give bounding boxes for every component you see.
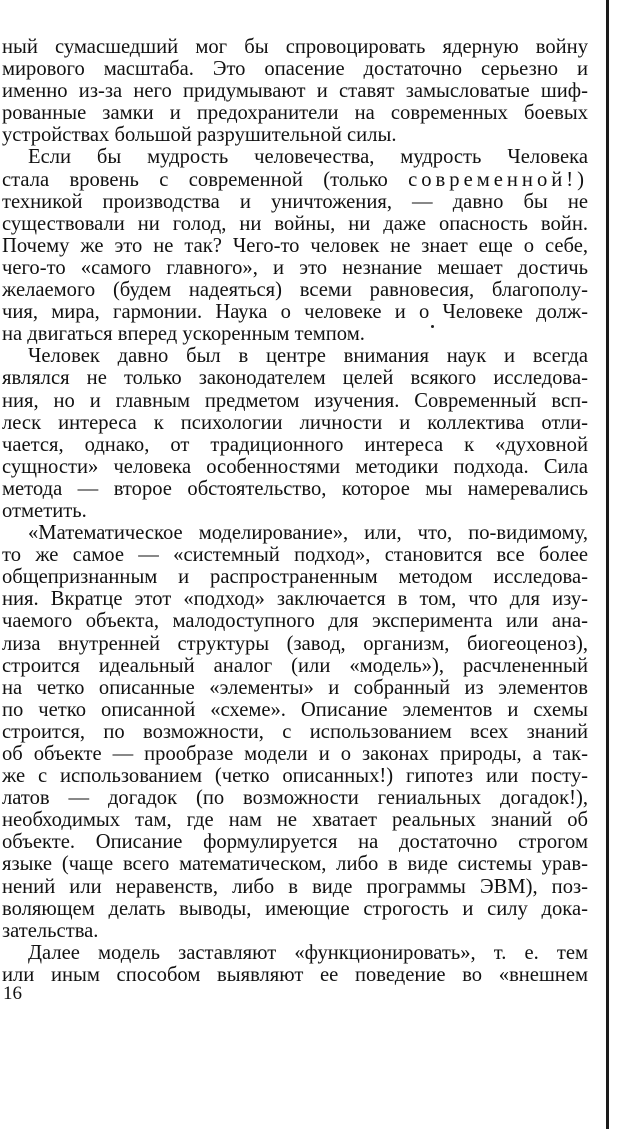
text-line: зательства. bbox=[2, 919, 99, 942]
text-line: языке (чаще всего математическом, либо в виде системы урав- bbox=[2, 853, 588, 876]
text-line: Человек давно был в центре внимания наук и всегда bbox=[28, 345, 588, 368]
text-fragment: стала вровень с современной (только bbox=[2, 168, 388, 191]
text-line: рованные замки и предохранители на современных боевых bbox=[2, 102, 588, 125]
text-line: чего-то «самого главного», и это незнание мешает достичь bbox=[2, 256, 588, 279]
text-line: «Математическое моделирование», или, что, по-видимому, bbox=[28, 522, 588, 545]
text-line: леск интереса к психологии личности и коллектива отли- bbox=[2, 411, 588, 434]
text-line: об объекте — прообразе модели и о законах природы, а так- bbox=[2, 743, 588, 765]
text-line: по четко описанной «схеме». Описание элементов и схемы bbox=[2, 698, 588, 721]
text-line: лиза внутренней структуры (завод, организм, биогеоценоз), bbox=[2, 632, 588, 655]
text-line: общепризнанным и распространенным методом исследова- bbox=[2, 566, 588, 589]
body-text bbox=[2, 36, 588, 986]
text-line: объекте. Описание формулируется на достаточно строгом bbox=[2, 831, 588, 854]
text-line bbox=[2, 169, 588, 191]
text-line: ния. Вкратце этот «подход» заключается в том, что для изу- bbox=[2, 588, 588, 611]
text-line: отметить. bbox=[2, 499, 87, 522]
print-speck bbox=[431, 325, 434, 328]
text-line bbox=[2, 323, 588, 345]
text-line: строится идеальный аналог (или «модель»), расчлененный bbox=[2, 654, 588, 677]
text-line: латов — догадок (по возможности гениальных догадок!), bbox=[2, 787, 588, 810]
text-fragment: на двигаться вперед ускоренным темпом. bbox=[2, 323, 365, 346]
text-line: ния, но и главным предметом изучения. Современный всп- bbox=[2, 389, 588, 412]
text-line: то же самое — «системный подход», становится все более bbox=[2, 544, 588, 567]
page-number: 16 bbox=[3, 983, 22, 1004]
text-line: ный сумасшедший мог бы спровоцировать ядерную войну bbox=[2, 36, 588, 58]
text-line: необходимых там, где нам не хватает реальных знаний об bbox=[2, 809, 588, 832]
text-line: или иным способом выявляют ее поведение во «внешнем bbox=[2, 963, 588, 986]
text-line: техникой производства и уничтожения, — давно бы не bbox=[2, 190, 588, 213]
text-line: чия, мира, гармонии. Наука о человеке и о Человеке долж- bbox=[2, 301, 588, 324]
text-line: Далее модель заставляют «функционировать», т. е. тем bbox=[28, 941, 588, 964]
text-line: строится, по возможности, с использованием всех знаний bbox=[2, 720, 588, 743]
text-line: Почему же это не так? Чего-то человек не знает еще о себе, bbox=[2, 234, 588, 257]
text-line: на четко описанные «элементы» и собранный из элементов bbox=[2, 676, 588, 699]
text-line: желаемого (будем надеяться) всеми равновесия, благополу- bbox=[2, 279, 588, 302]
text-line: Если бы мудрость человечества, мудрость Человека bbox=[28, 146, 588, 169]
text-line: чаемого объекта, малодоступного для эксперимента или ана- bbox=[2, 610, 588, 633]
text-line: нений или неравенств, либо в виде программы ЭВМ), поз- bbox=[2, 875, 588, 898]
text-line: воляющем делать выводы, имеющие строгость и силу дока- bbox=[2, 897, 588, 920]
text-line: существовали ни голод, ни войны, ни даже опасность войн. bbox=[2, 212, 588, 235]
text-line: метода — второе обстоятельство, которое мы намеревались bbox=[2, 477, 588, 500]
text-line: именно из-за него придумывают и ставят замысловатые шиф- bbox=[2, 80, 588, 103]
text-line: мирового масштаба. Это опасение достаточно серьезно и bbox=[2, 58, 588, 81]
emphasis-spaced: современной!) bbox=[408, 168, 588, 191]
text-line: устройствах большой разрушительной силы. bbox=[2, 124, 397, 147]
text-line: же с использованием (четко описанных!) гипотез или посту- bbox=[2, 765, 588, 788]
text-line: являлся не только законодателем целей всякого исследова- bbox=[2, 367, 588, 390]
page-edge-shadow bbox=[606, 0, 609, 1129]
text-line: сущности» человека особенностями методики подхода. Сила bbox=[2, 455, 588, 478]
text-line: чается, однако, от традиционного интереса к «духовной bbox=[2, 433, 588, 456]
